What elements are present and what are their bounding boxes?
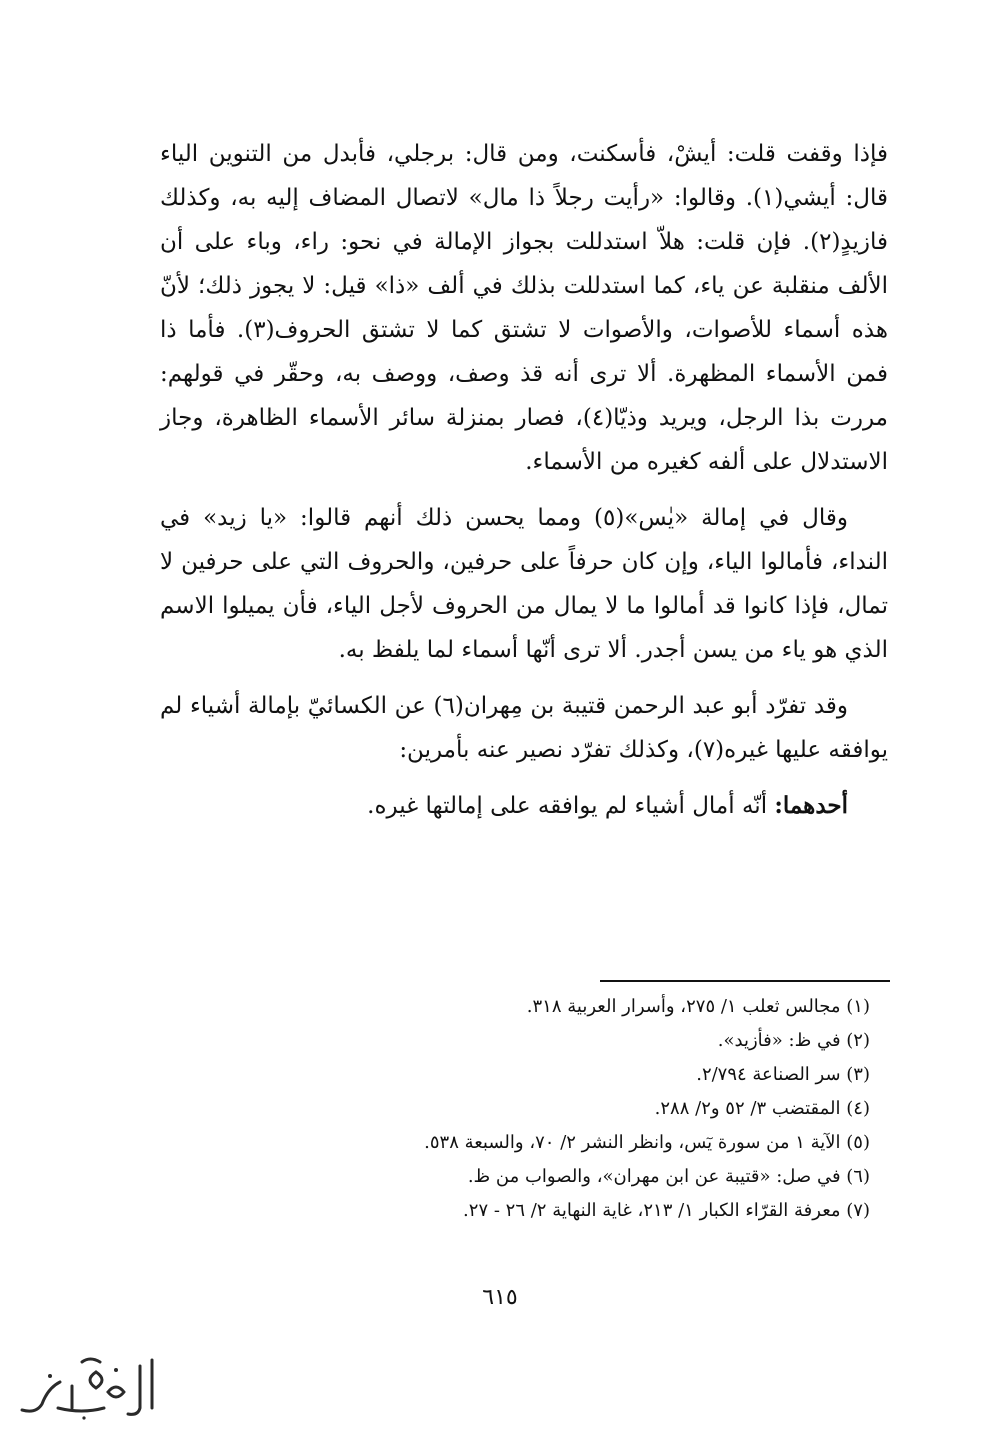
footnotes <box>200 990 870 1228</box>
paragraph-1: فإذا وقفت قلت: أيشْ، فأسكنت، ومن قال: برجلي، فأبدل من التنوين الياء قال: أيشي(١). وقالوا: «رأيت رجلاً ذا مال» لاتصال المضاف إليه به، وكذلك فازيدٍ(٢). فإن قلت: هلاّ استدللت بجواز الإمالة في نحو: راء، وباء على أن الألف منقلبة عن ياء، كما استدللت بذلك في ألف «ذا» قيل: لا يجوز ذلك؛ لأنّ هذه أسماء للأصوات، والأصوات لا تشتق كما لا تشتق الحروف(٣). فأما ذا فمن الأسماء المظهرة. ألا ترى أنه قذ وصف، ووصف به، وحقّر في قولهم: مررت بذا الرجل، ويريد وذيّا(٤)، فصار بمنزلة سائر الأسماء الظاهرة، وجاز الاستدلال على ألفه كغيره من الأسماء. <box>160 141 888 475</box>
footnote-6: (٦) في صل: «قتيبة عن ابن مهران»، والصواب من ظ. <box>467 1166 870 1187</box>
paragraph-3: وقد تفرّد أبو عبد الرحمن قتيبة بن مِهران(٦) عن الكسائيّ بإمالة أشياء لم يوافقه عليها غيره(٧)، وكذلك تفرّد نصير عنه بأمرين: <box>160 693 888 763</box>
paragraph-4-lead: أحدهما: <box>774 792 848 819</box>
paragraph-2: وقال في إمالة «يٰس»(٥) ومما يحسن ذلك أنهم قالوا: «يا زيد» في النداء، فأمالوا الياء، وإن كان حرفاً على حرفين، والحروف التي على حرفين لا تمال، فإذا كانوا قد أمالوا ما لا يمال من الحروف لأجل الياء، فأن يميلوا الاسم الذي هو ياء من يسن أجدر. ألا ترى أنّها أسماء لما يلفظ به. <box>160 505 888 663</box>
footnote-4: (٤) المقتضب ٣/ ٥٢ و٢/ ٢٨٨. <box>654 1098 870 1119</box>
footnote-2: (٢) في ظ: «فأزيد». <box>717 1030 870 1051</box>
footnote-7: (٧) معرفة القرّاء الكبار ١/ ٢١٣، غاية النهاية ٢/ ٢٦ - ٢٧. <box>463 1200 870 1221</box>
paragraph-4-text: أنّه أمال أشياء لم يوافقه على إمالتها غيره. <box>367 793 775 819</box>
footnote-5: (٥) الآية ١ من سورة يٓس، وانظر النشر ٢/ ٧٠، والسبعة ٥٣٨. <box>424 1132 870 1153</box>
page-number: ٦١٥ <box>482 1285 518 1310</box>
footnote-3: (٣) سر الصناعة ٢/٧٩٤. <box>696 1064 870 1085</box>
calligraphy-seal-logo <box>12 1352 162 1424</box>
footnote-divider <box>600 980 890 982</box>
footnote-1: (١) مجالس ثعلب ١/ ٢٧٥، وأسرار العربية ٣١٨. <box>526 996 870 1017</box>
main-text <box>160 132 888 840</box>
paragraph-4 <box>160 784 888 828</box>
